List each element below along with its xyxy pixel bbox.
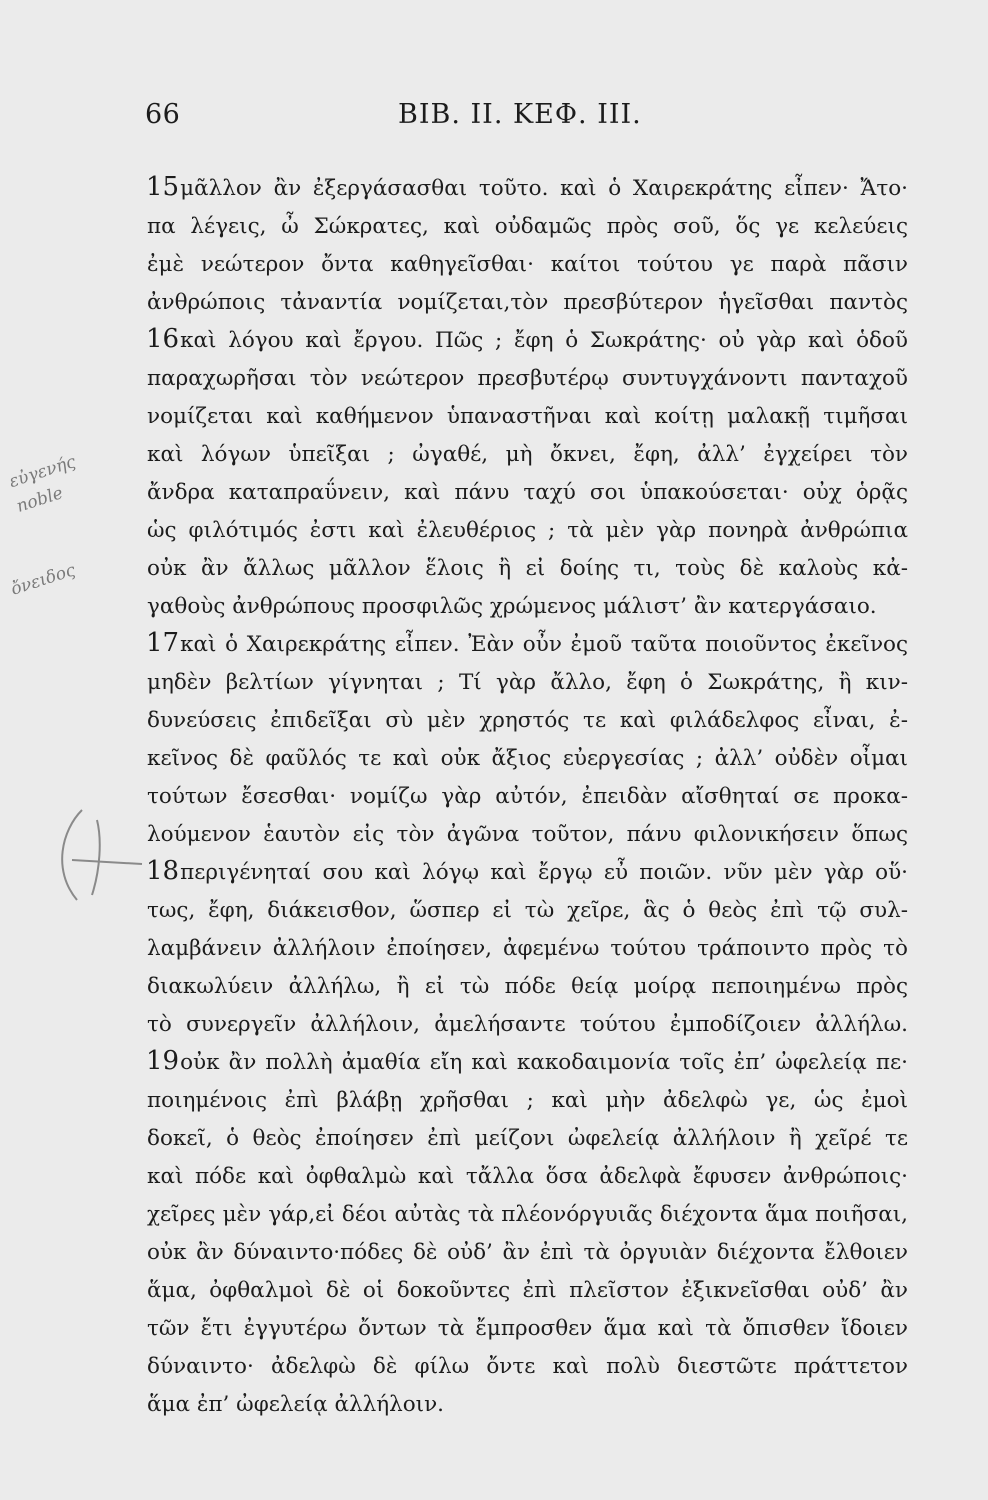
text-line: [146, 1308, 908, 1346]
text-line: [146, 358, 908, 396]
section-number: 15: [146, 172, 180, 202]
line-text: νομίζεται καὶ καθήμενον ὑπαναστῆναι καὶ κοίτῃ μαλακῇ τιμῆσαι: [147, 404, 908, 429]
text-line: [146, 168, 908, 206]
line-text: δύναιντο· ἀδελφὼ δὲ φίλω ὄντε καὶ πολὺ διεστῶτε πράττετον: [147, 1354, 908, 1379]
line-text: λαμβάνειν ἀλλήλοιν ἐποίησεν, ἀφεμένω τούτου τράποιντο πρὸς τὸ: [147, 936, 908, 961]
line-text: καὶ ὁ Χαιρεκράτης εἶπεν. Ἐὰν οὖν ἐμοῦ ταῦτα ποιοῦντος ἐκεῖνος: [180, 632, 908, 657]
text-line: [146, 320, 908, 358]
text-line: [146, 1080, 908, 1118]
line-text: λούμενον ἑαυτὸν εἰς τὸν ἀγῶνα τοῦτον, πάνυ φιλονικήσειν ὅπως: [147, 822, 908, 847]
line-text: ὡς φιλότιμός ἐστι καὶ ἐλευθέριος ; τὰ μὲν γὰρ πονηρὰ ἀνθρώπια: [147, 518, 908, 543]
line-text: ἅμα ἐπ’ ὠφελείᾳ ἀλλήλοιν.: [147, 1392, 445, 1417]
line-text: δοκεῖ, ὁ θεὸς ἐποίησεν ἐπὶ μείζονι ὠφελείᾳ ἀλλήλοιν ἢ χεῖρέ τε: [147, 1126, 908, 1151]
line-text: οὐκ ἂν ἄλλως μᾶλλον ἕλοις ἢ εἰ δοίης τι, τοὺς δὲ καλοὺς κἀ-: [147, 556, 908, 581]
line-text: τῶν ἔτι ἐγγυτέρω ὄντων τὰ ἔμπροσθεν ἅμα καὶ τὰ ὄπισθεν ἴδοιεν: [147, 1316, 908, 1341]
line-text: καὶ λόγου καὶ ἔργου. Πῶς ; ἔφη ὁ Σωκράτης· οὐ γὰρ καὶ ὁδοῦ: [180, 328, 908, 353]
text-line: [146, 852, 908, 890]
text-line: [146, 586, 908, 624]
line-text: γαθοὺς ἀνθρώπους προσφιλῶς χρώμενος μάλιστ’ ἂν κατεργάσαιο.: [147, 594, 877, 619]
text-line: [146, 738, 908, 776]
text-line: [146, 928, 908, 966]
line-text: ἐμὲ νεώτερον ὄντα καθηγεῖσθαι· καίτοι τούτου γε παρὰ πᾶσιν: [147, 252, 908, 277]
line-text: ἅμα, ὀφθαλμοὶ δὲ οἱ δοκοῦντες ἐπὶ πλεῖστον ἐξικνεῖσθαι οὐδ’ ἂν: [147, 1278, 908, 1303]
line-text: τως, ἔφη, διάκεισθον, ὥσπερ εἰ τὼ χεῖρε, ἃς ὁ θεὸς ἐπὶ τῷ συλ-: [147, 898, 908, 923]
line-text: ἄνδρα καταπραΰνειν, καὶ πάνυ ταχύ σοι ὑπακούσεται· οὐχ ὁρᾷς: [147, 480, 908, 505]
line-text: πα λέγεις, ὦ Σώκρατες, καὶ οὐδαμῶς πρὸς σοῦ, ὅς γε κελεύεις: [147, 214, 908, 239]
main-text: [146, 168, 908, 1422]
margin-pencil-mark: [42, 800, 152, 920]
section-number: 18: [146, 856, 180, 886]
section-number: 16: [146, 324, 180, 354]
text-line: [146, 434, 908, 472]
line-text: διακωλύειν ἀλλήλω, ἢ εἰ τὼ πόδε θείᾳ μοίρᾳ πεποιημένω πρὸς: [147, 974, 908, 999]
section-number: 19: [146, 1046, 180, 1076]
margin-note: noble: [14, 483, 66, 517]
line-text: ἀνθρώποις τἀναντία νομίζεται,τὸν πρεσβύτερον ἡγεῖσθαι παντὸς: [147, 290, 908, 315]
text-line: [146, 662, 908, 700]
text-line: [146, 814, 908, 852]
margin-note: ὄνειδος: [8, 560, 78, 600]
text-line: [146, 624, 908, 662]
text-line: [146, 1004, 908, 1042]
line-text: περιγένηταί σου καὶ λόγῳ καὶ ἔργῳ εὖ ποιῶν. νῦν μὲν γὰρ οὕ·: [180, 860, 908, 885]
line-text: καὶ λόγων ὑπεῖξαι ; ὠγαθέ, μὴ ὄκνει, ἔφη, ἀλλ’ ἐγχείρει τὸν: [147, 442, 908, 467]
text-line: [146, 510, 908, 548]
margin-note: εὐγενής: [6, 451, 79, 493]
line-text: μηδὲν βελτίων γίγνηται ; Τί γὰρ ἄλλο, ἔφη ὁ Σωκράτης, ἢ κιν-: [147, 670, 908, 695]
running-head: ΒΙΒ. ΙΙ. ΚΕΦ. ΙΙΙ.: [398, 99, 642, 130]
text-line: [146, 966, 908, 1004]
text-line: [146, 1042, 908, 1080]
page-number: 66: [145, 99, 181, 130]
line-text: οὐκ ἂν πολλὴ ἀμαθία εἴη καὶ κακοδαιμονία τοῖς ἐπ’ ὠφελείᾳ πε·: [180, 1050, 908, 1075]
text-line: [146, 1270, 908, 1308]
line-text: δυνεύσεις ἐπιδεῖξαι σὺ μὲν χρηστός τε καὶ φιλάδελφος εἶναι, ἐ-: [147, 708, 908, 733]
text-line: [146, 700, 908, 738]
text-line: [146, 206, 908, 244]
text-line: [146, 1194, 908, 1232]
text-line: [146, 472, 908, 510]
text-line: [146, 548, 908, 586]
line-text: τούτων ἔσεσθαι· νομίζω γὰρ αὐτόν, ἐπειδὰν αἴσθηταί σε προκα-: [147, 784, 908, 809]
text-line: [146, 244, 908, 282]
line-text: ποιημένοις ἐπὶ βλάβῃ χρῆσθαι ; καὶ μὴν ἀδελφὼ γε, ὡς ἐμοὶ: [147, 1088, 908, 1113]
text-line: [146, 776, 908, 814]
line-text: οὐκ ἂν δύναιντο·πόδες δὲ οὐδ’ ἂν ἐπὶ τὰ ὀργυιὰν διέχοντα ἔλθοιεν: [147, 1240, 908, 1265]
line-text: χεῖρες μὲν γάρ,εἰ δέοι αὐτὰς τὰ πλέονόργυιᾶς διέχοντα ἅμα ποιῆσαι,: [147, 1202, 908, 1227]
line-text: καὶ πόδε καὶ ὀφθαλμὼ καὶ τἄλλα ὅσα ἀδελφὰ ἔφυσεν ἀνθρώποις·: [147, 1164, 908, 1189]
section-number: 17: [146, 628, 180, 658]
text-line: [146, 396, 908, 434]
line-text: παραχωρῆσαι τὸν νεώτερον πρεσβυτέρῳ συντυγχάνοντι πανταχοῦ: [147, 366, 908, 391]
text-line: [146, 1156, 908, 1194]
text-line: [146, 1118, 908, 1156]
line-text: τὸ συνεργεῖν ἀλλήλοιν, ἀμελήσαντε τούτου ἐμποδίζοιεν ἀλλήλω.: [147, 1012, 908, 1037]
text-line: [146, 1232, 908, 1270]
text-line: [146, 282, 908, 320]
text-line: [146, 1384, 908, 1422]
text-line: [146, 890, 908, 928]
text-line: [146, 1346, 908, 1384]
line-text: μᾶλλον ἂν ἐξεργάσασθαι τοῦτο. καὶ ὁ Χαιρεκράτης εἶπεν· Ἄτο·: [180, 176, 908, 201]
line-text: κεῖνος δὲ φαῦλός τε καὶ οὐκ ἄξιος εὐεργεσίας ; ἀλλ’ οὐδὲν οἶμαι: [147, 746, 908, 771]
